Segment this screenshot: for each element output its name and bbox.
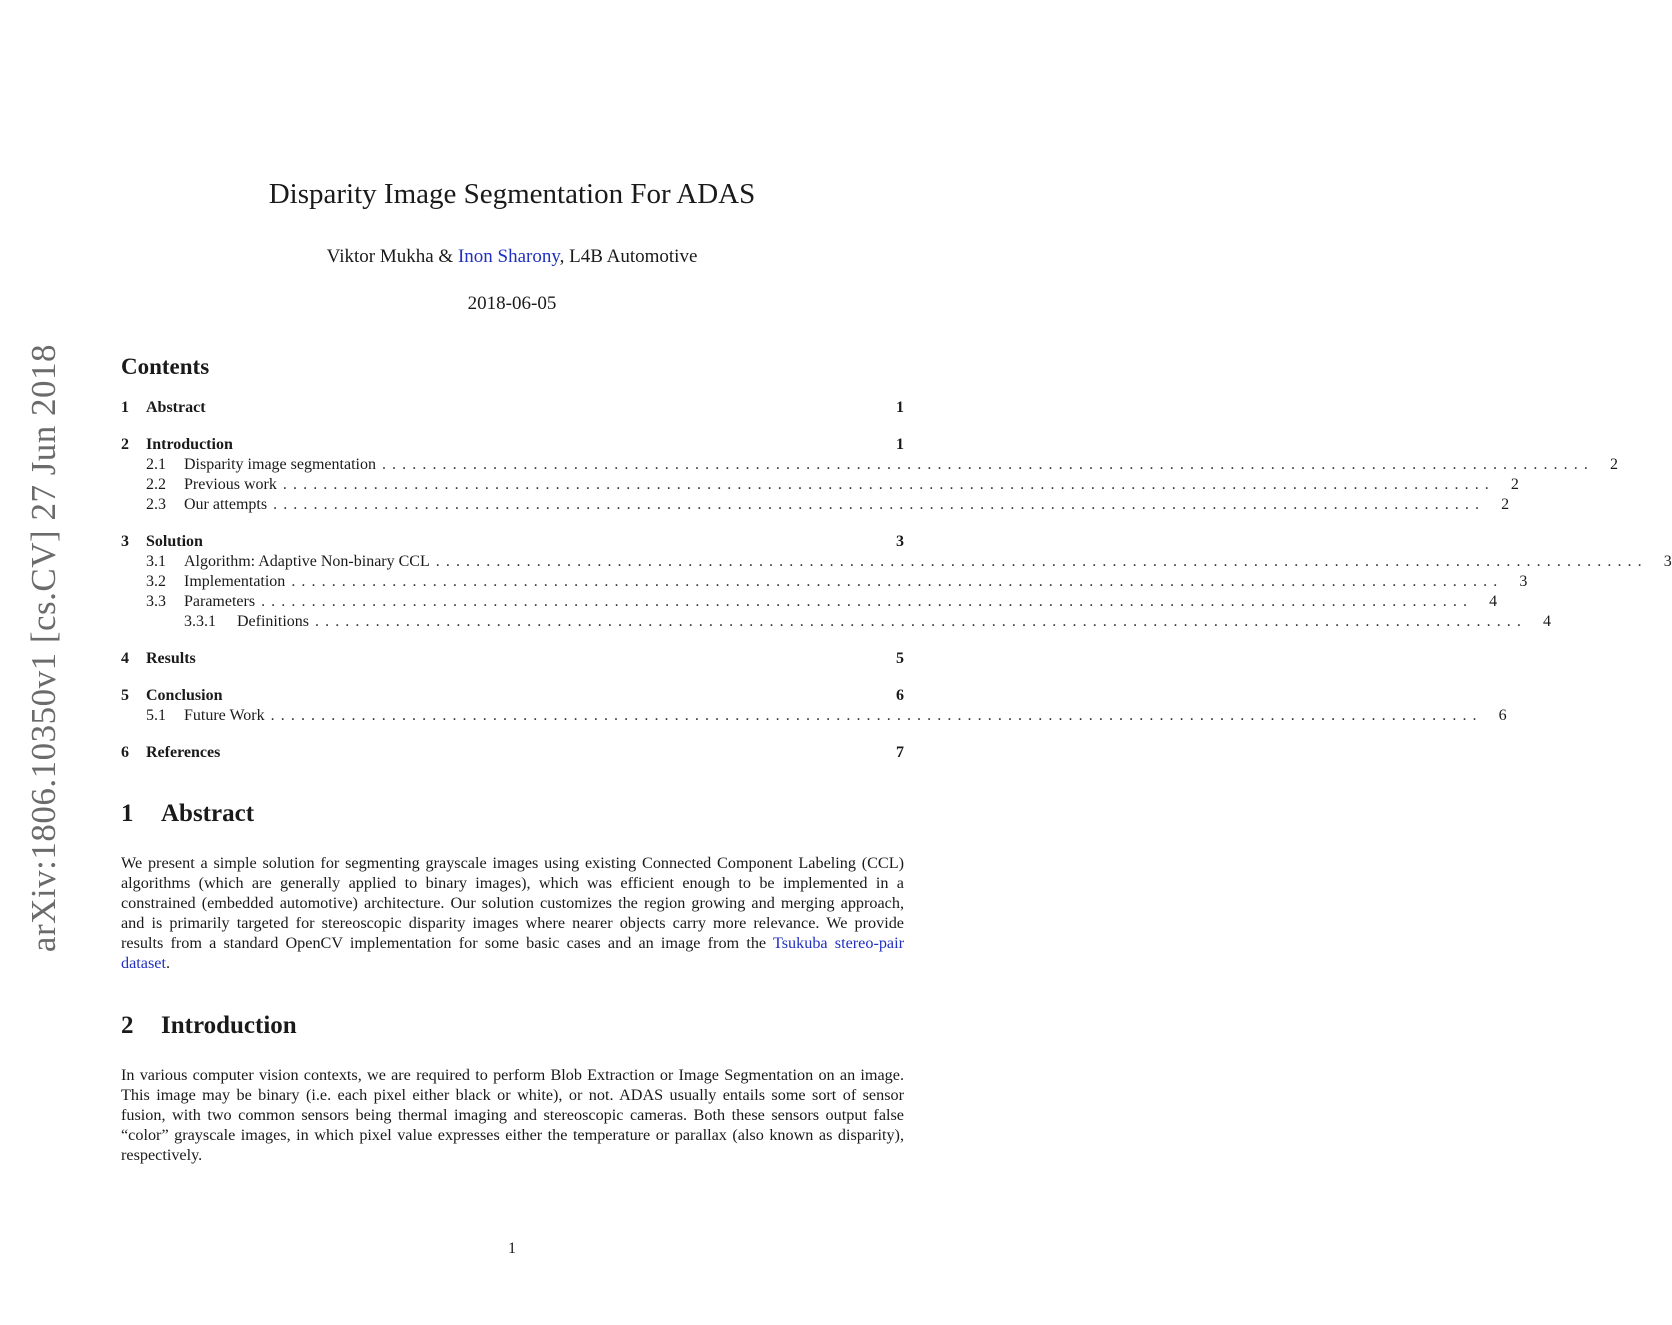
toc-entry-page: 3: [896, 533, 904, 550]
toc-entry[interactable]: [121, 649, 904, 669]
section-number: 2: [121, 1012, 134, 1039]
toc-dot-leader: ........................................................................................................................: [381, 456, 1594, 473]
toc-entry[interactable]: [121, 706, 1507, 726]
toc-entry-title: Implementation: [184, 573, 286, 590]
toc-entry[interactable]: [121, 475, 1519, 495]
toc-dot-leader: ........................................................................................................................: [291, 573, 1504, 590]
toc-entry-title: Conclusion: [146, 687, 223, 704]
author-link[interactable]: Inon Sharony: [457, 246, 560, 267]
toc-entry-number: 1: [121, 399, 129, 416]
toc-entry-page: 2: [1510, 476, 1519, 493]
toc-entry-page: 6: [896, 687, 904, 704]
affiliation: , L4B Automotive: [559, 246, 698, 267]
abstract-end: .: [165, 954, 170, 972]
toc-entry[interactable]: [121, 455, 1618, 475]
toc-entry-number: 2.2: [146, 476, 166, 493]
toc-entry-page: 2: [1501, 496, 1510, 513]
toc-entry[interactable]: [121, 572, 1528, 592]
toc-entry-title: Introduction: [146, 436, 233, 453]
toc-dot-leader: ........................................................................................................................: [315, 613, 1527, 630]
toc-entry-page: 3: [1663, 553, 1672, 570]
toc-entry[interactable]: [121, 743, 904, 763]
abstract-paragraph: [121, 853, 904, 973]
toc-entry-number: 6: [121, 744, 129, 761]
toc-entry-number: 3.3: [146, 593, 166, 610]
toc-dot-leader: ........................................................................................................................: [273, 496, 1486, 513]
toc-entry-title: Definitions: [237, 613, 309, 630]
toc-dot-leader: ........................................................................................................................: [282, 476, 1495, 493]
author-line: [0, 246, 1024, 268]
toc-entry-number: 2: [121, 436, 129, 453]
toc-entry-title: Previous work: [184, 476, 277, 493]
toc-dot-leader: ........................................................................................................................: [270, 707, 1483, 724]
introduction-paragraph: [121, 1065, 904, 1165]
toc-entry-number: 2.3: [146, 496, 166, 513]
toc-entry-title: Algorithm: Adaptive Non-binary CCL: [184, 553, 430, 570]
toc-entry-number: 2.1: [146, 456, 166, 473]
toc-entry-number: 3.1: [146, 553, 166, 570]
toc-entry-number: 3.3.1: [184, 613, 216, 630]
toc-entry-number: 3.2: [146, 573, 166, 590]
toc-entry-page: 1: [896, 399, 904, 416]
contents-heading: Contents: [121, 354, 210, 379]
toc-entry[interactable]: [121, 495, 1510, 515]
introduction-text: In various computer vision contexts, we are required to perform Blob Extraction or Image Segmentation on an image. This image may be binary (i.e. each pixel either black or white), or not. ADAS usually entails some sort of sensor fusion, with two common sensors being thermal imaging and stereoscopic cameras. Both these sensors output false “color” grayscale images, in which pixel value expresses either the temperature or parallax (also known as disparity), respectively.: [121, 1066, 904, 1164]
toc-entry-title: Solution: [146, 533, 203, 550]
section-number: 1: [121, 800, 134, 827]
toc-entry-number: 5: [121, 687, 129, 704]
toc-dot-leader: ........................................................................................................................: [435, 553, 1648, 570]
toc-entry-page: 2: [1609, 456, 1618, 473]
toc-entry-title: References: [146, 744, 221, 761]
toc-entry-number: 5.1: [146, 707, 166, 724]
toc-entry-number: 3: [121, 533, 129, 550]
toc-entry[interactable]: [121, 592, 1498, 612]
section-title: Introduction: [161, 1012, 297, 1039]
toc-entry-title: Abstract: [146, 399, 206, 416]
toc-entry-page: 1: [896, 436, 904, 453]
abstract-text: We present a simple solution for segmenting grayscale images using existing Connected Component Labeling (CCL) algorithms (which are generally applied to binary images), which was efficient enough to be implemented in a constrained (embedded automotive) architecture. Our solution customizes the region growing and merging approach, and is primarily targeted for stereoscopic disparity images where nearer objects carry more relevance. We provide results from a standard OpenCV implementation for some basic cases and an image from the: [121, 854, 904, 952]
toc-entry-title: Parameters: [184, 593, 256, 610]
toc-entry-number: 4: [121, 650, 129, 667]
author-name: Viktor Mukha &: [326, 246, 458, 267]
toc-entry[interactable]: [121, 686, 904, 706]
section-title: Abstract: [161, 800, 255, 827]
abstract-heading: [121, 800, 254, 828]
toc-entry[interactable]: [121, 435, 904, 455]
paper-title: Disparity Image Segmentation For ADAS: [268, 178, 756, 210]
paper-date: 2018-06-05: [467, 293, 557, 314]
toc-entry[interactable]: [121, 398, 904, 418]
toc-entry-page: 4: [1543, 613, 1551, 630]
toc-entry-title: Disparity image segmentation: [184, 456, 376, 473]
toc-entry-page: 3: [1519, 573, 1528, 590]
toc-dot-leader: ........................................................................................................................: [261, 593, 1474, 610]
toc-entry-page: 7: [896, 744, 904, 761]
toc-entry[interactable]: [121, 532, 904, 552]
toc-entry[interactable]: [121, 552, 1672, 572]
toc-entry-title: Our attempts: [184, 496, 268, 513]
page-number: 1: [508, 1240, 516, 1257]
arxiv-identifier-stamp: arXiv:1806.10350v1 [cs.CV] 27 Jun 2018: [24, 343, 63, 953]
introduction-heading: [121, 1012, 297, 1040]
toc-entry-title: Results: [146, 650, 196, 667]
toc-entry-title: Future Work: [184, 707, 265, 724]
toc-entry-page: 5: [896, 650, 904, 667]
tsukuba-dataset-link[interactable]: Tsukuba stereo-pair dataset: [121, 934, 905, 972]
toc-entry-page: 6: [1498, 707, 1507, 724]
toc-entry[interactable]: [121, 612, 1551, 632]
toc-entry-page: 4: [1489, 593, 1498, 610]
